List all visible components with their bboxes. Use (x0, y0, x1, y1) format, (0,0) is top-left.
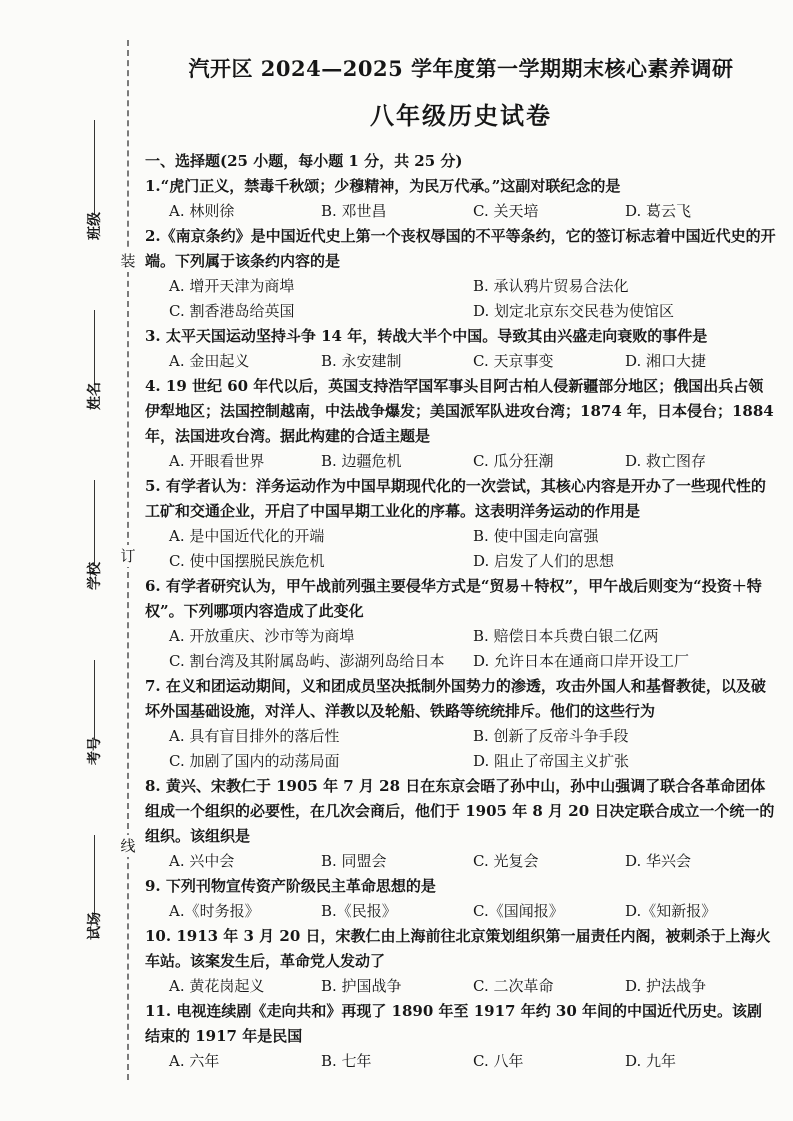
binding-margin (0, 0, 140, 1121)
option-b: B. 使中国走向富强 (473, 527, 599, 545)
question-3 (145, 324, 777, 374)
class-field-line (94, 120, 95, 215)
question-stem: 1.“虎门正义，禁毒千秋颂；少穆精神，为民万代承。”这副对联纪念的是 (145, 177, 621, 195)
exam-number-field-line (94, 660, 95, 740)
options-row (145, 624, 777, 649)
option-c: C. 瓜分狂潮 (473, 452, 554, 470)
name-field-label: 姓名 (87, 382, 103, 410)
name-field-line (94, 310, 95, 385)
fold-mark-ding: 订 (120, 547, 136, 565)
options-row (145, 449, 777, 474)
options-row (145, 849, 777, 874)
options-row (145, 299, 777, 324)
option-c: C. 天京事变 (473, 352, 554, 370)
name-field[interactable] (82, 310, 102, 440)
exam-number-field[interactable] (82, 660, 102, 795)
option-a: A. 黄花岗起义 (169, 977, 265, 995)
option-a: A. 林则徐 (169, 202, 235, 220)
exam-room-field[interactable] (82, 835, 102, 970)
option-c: C. 使中国摆脱民族危机 (169, 552, 325, 570)
option-c: C. 割台湾及其附属岛屿、澎湖列岛给日本 (169, 652, 445, 670)
question-stem: 4. 19 世纪 60 年代以后，英国支持浩罕国军事头目阿古柏人侵新疆部分地区；俄国出兵占领伊犁地区；法国控制越南，中法战争爆发；美国派军队进攻台湾；1874 年，日本侵台；1884 年，法国进攻台湾。据此构建的合适主题是 (145, 377, 774, 445)
question-1 (145, 174, 777, 224)
exam-title: 汽开区 2024—2025 学年度第一学期期末核心素养调研 (188, 56, 734, 81)
option-c: C. 二次革命 (473, 977, 554, 995)
option-d: D. 葛云飞 (625, 202, 692, 220)
school-field-label: 学校 (87, 562, 103, 590)
question-stem: 11. 电视连续剧《走向共和》再现了 1890 年至 1917 年约 30 年间的中国近代历史。该剧结束的 1917 年是民国 (145, 1002, 763, 1045)
question-4 (145, 374, 777, 474)
option-c: C.《国闻报》 (473, 902, 564, 920)
question-stem: 3. 太平天国运动坚持斗争 14 年，转战大半个中国。导致其由兴盛走向衰败的事件是 (145, 327, 708, 345)
question-5 (145, 474, 777, 574)
question-8 (145, 774, 777, 874)
question-9 (145, 874, 777, 924)
option-d: D. 九年 (625, 1052, 677, 1070)
option-c: C. 光复会 (473, 852, 539, 870)
option-d: D. 启发了人们的思想 (473, 552, 615, 570)
exam-room-field-line (94, 835, 95, 915)
option-b: B. 护国战争 (321, 977, 402, 995)
option-b: B. 承认鸦片贸易合法化 (473, 277, 629, 295)
option-c: C. 关天培 (473, 202, 539, 220)
option-d: D. 华兴会 (625, 852, 692, 870)
options-row (145, 524, 777, 549)
option-a: A. 金田起义 (169, 352, 250, 370)
school-field-line (94, 480, 95, 565)
exam-room-field-label: 试场 (87, 912, 103, 940)
option-b: B. 邓世昌 (321, 202, 387, 220)
question-stem: 7. 在义和团运动期间，义和团成员坚决抵制外国势力的渗透，攻击外国人和基督教徒，以及破坏外国基础设施，对洋人、洋教以及轮船、铁路等统统排斥。他们的这些行为 (145, 677, 766, 720)
option-d: D. 允许日本在通商口岸开设工厂 (473, 652, 690, 670)
options-row (145, 349, 777, 374)
option-c: C. 割香港岛给英国 (169, 302, 295, 320)
exam-subtitle: 八年级历史试卷 (370, 101, 552, 130)
option-a: A. 开眼看世界 (169, 452, 265, 470)
option-d: D.《知新报》 (625, 902, 717, 920)
options-row (145, 199, 777, 224)
option-a: A. 兴中会 (169, 852, 235, 870)
option-b: B. 边疆危机 (321, 452, 402, 470)
question-7 (145, 674, 777, 774)
option-a: A. 具有盲目排外的落后性 (169, 727, 340, 745)
option-d: D. 阻止了帝国主义扩张 (473, 752, 630, 770)
class-field[interactable] (82, 120, 102, 270)
option-c: C. 加剧了国内的动荡局面 (169, 752, 340, 770)
options-row (145, 1049, 777, 1074)
option-a: A.《时务报》 (169, 902, 260, 920)
section-heading: 一、选择题(25 小题，每小题 1 分，共 25 分) (145, 152, 463, 170)
option-d: D. 湘口大捷 (625, 352, 707, 370)
option-a: A. 开放重庆、沙市等为商埠 (169, 627, 355, 645)
question-10 (145, 924, 777, 999)
option-d: D. 救亡图存 (625, 452, 707, 470)
school-field[interactable] (82, 480, 102, 615)
options-row (145, 724, 777, 749)
options-row (145, 974, 777, 999)
question-stem: 5. 有学者认为：洋务运动作为中国早期现代化的一次尝试，其核心内容是开办了一些现代性的工矿和交通企业，开启了中国早期工业化的序幕。这表明洋务运动的作用是 (145, 477, 766, 520)
question-6 (145, 574, 777, 674)
option-b: B. 七年 (321, 1052, 372, 1070)
options-row (145, 899, 777, 924)
question-stem: 6. 有学者研究认为，甲午战前列强主要侵华方式是“贸易＋特权”，甲午战后则变为“投资＋特权”。下列哪项内容造成了此变化 (145, 577, 762, 620)
exam-number-field-label: 考号 (87, 737, 103, 765)
option-d: D. 划定北京东交民巷为使馆区 (473, 302, 675, 320)
question-stem: 9. 下列刊物宣传资产阶级民主革命思想的是 (145, 877, 436, 895)
option-d: D. 护法战争 (625, 977, 707, 995)
question-stem: 2.《南京条约》是中国近代史上第一个丧权辱国的不平等条约，它的签订标志着中国近代史的开端。下列属于该条约内容的是 (145, 227, 776, 270)
option-a: A. 是中国近代化的开端 (169, 527, 325, 545)
option-b: B.《民报》 (321, 902, 397, 920)
question-stem: 10. 1913 年 3 月 20 日，宋教仁由上海前往北京策划组织第一届责任内阁，被刺杀于上海火车站。该案发生后，革命党人发动了 (145, 927, 771, 970)
class-field-label: 班级 (87, 212, 103, 240)
option-b: B. 永安建制 (321, 352, 402, 370)
option-b: B. 同盟会 (321, 852, 387, 870)
exam-content (145, 52, 777, 1074)
question-2 (145, 224, 777, 324)
fold-mark-zhuang: 装 (120, 252, 136, 270)
option-a: A. 六年 (169, 1052, 220, 1070)
option-b: B. 创新了反帝斗争手段 (473, 727, 629, 745)
fold-mark-xian: 线 (120, 837, 136, 855)
question-11 (145, 999, 777, 1074)
question-stem: 8. 黄兴、宋教仁于 1905 年 7 月 28 日在东京会晤了孙中山，孙中山强调了联合各革命团体组成一个组织的必要性，在几次会商后，他们于 1905 年 8 月 20 日决定联合成立一个统一的组织。该组织是 (145, 777, 775, 845)
option-b: B. 赔偿日本兵费白银二亿两 (473, 627, 659, 645)
options-row (145, 274, 777, 299)
options-row (145, 549, 777, 574)
option-c: C. 八年 (473, 1052, 524, 1070)
option-a: A. 增开天津为商埠 (169, 277, 295, 295)
options-row (145, 749, 777, 774)
options-row (145, 649, 777, 674)
